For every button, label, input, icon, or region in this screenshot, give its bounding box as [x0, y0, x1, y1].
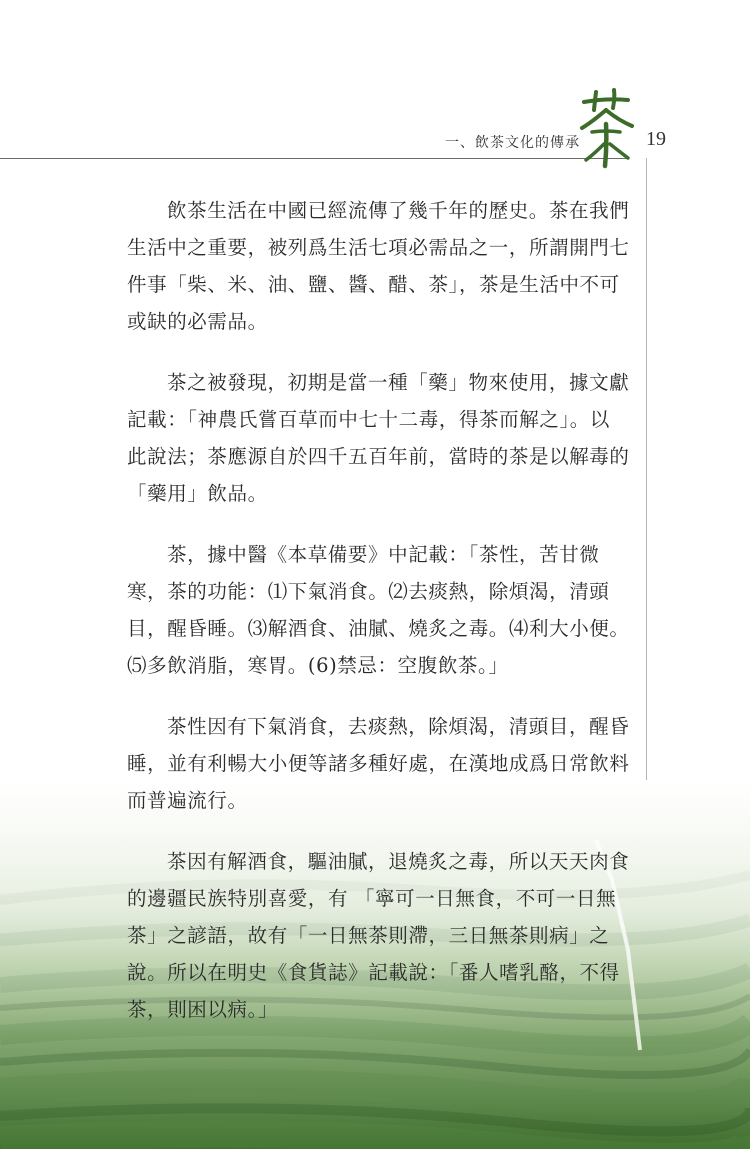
article-body	[127, 192, 630, 1052]
header-side-rule	[646, 158, 647, 808]
text-line: 而普遍流行。	[127, 789, 248, 812]
paragraph	[127, 192, 630, 340]
text-line: 生活中之重要，被列爲生活七項必需品之一，所謂開門七	[127, 236, 630, 259]
page-number: 19	[646, 128, 666, 150]
paragraph	[127, 536, 630, 684]
text-line: 件事「柴、米、油、鹽、醬、醋、茶」，茶是生活中不可	[127, 273, 620, 296]
text-line: ⑸多飲消脂，寒胃。(6)禁忌：空腹飲茶。」	[127, 654, 509, 677]
tea-calligraphy-icon	[578, 88, 634, 170]
text-line: 寒，茶的功能：⑴下氣消食。⑵去痰熱，除煩渴，清頭	[127, 580, 610, 603]
text-line: 的邊疆民族特別喜愛，有 「寧可一日無食，不可一日無	[127, 887, 617, 910]
text-line: 或缺的必需品。	[127, 310, 268, 333]
text-line: 睡，並有利暢大小便等諸多種好處，在漢地成爲日常飲料	[127, 752, 630, 775]
paragraph	[127, 843, 630, 1028]
text-line: 「藥用」飲品。	[127, 482, 268, 505]
text-line: 茶因有解酒食，驅油膩，退燒炙之毒，所以天天肉食	[167, 850, 630, 873]
text-line: 茶之被發現，初期是當一種「藥」物來使用，據文獻	[167, 371, 630, 394]
text-line: 茶性因有下氣消食，去痰熱，除煩渴，清頭目，醒昏	[167, 715, 630, 738]
header-rule	[0, 158, 628, 159]
text-line: 茶，則困以病。」	[127, 998, 279, 1021]
text-line: 此說法；茶應源自於四千五百年前，當時的茶是以解毒的	[127, 445, 630, 468]
text-line: 茶，據中醫《本草備要》中記載：「茶性，苦甘微	[167, 543, 600, 566]
paragraph	[127, 364, 630, 512]
paragraph	[127, 708, 630, 819]
text-line: 茶」之諺語，故有「一日無茶則滯，三日無茶則病」之	[127, 924, 610, 947]
text-line: 說。所以在明史《食貨誌》記載說：「番人嗜乳酪，不得	[127, 961, 620, 984]
text-line: 飲茶生活在中國已經流傳了幾千年的歷史。茶在我們	[167, 199, 630, 222]
text-line: 記載：「神農氏嘗百草而中七十二毒，得茶而解之」。以	[127, 408, 611, 431]
chapter-title: 一、飲茶文化的傳承	[445, 135, 580, 151]
text-line: 目，醒昏睡。⑶解酒食、油膩、燒炙之毒。⑷利大小便。	[127, 617, 630, 640]
